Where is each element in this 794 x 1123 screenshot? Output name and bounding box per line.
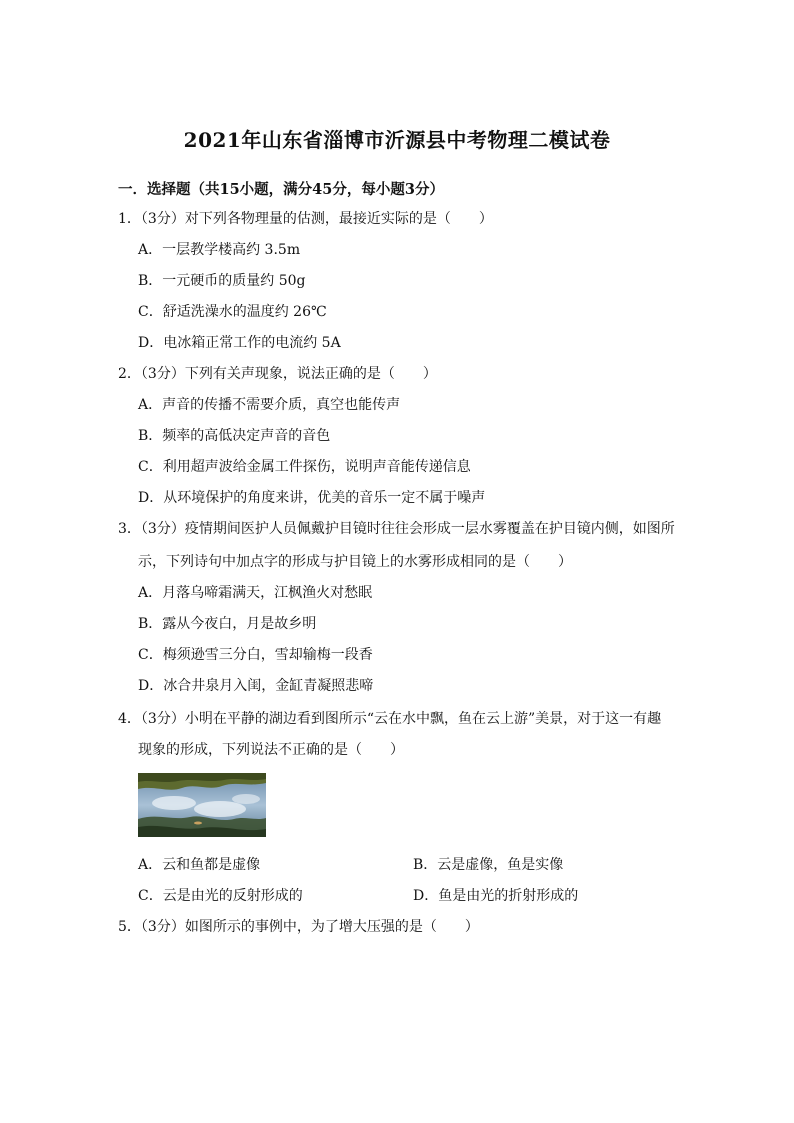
question-2-option-c: C．利用超声波给金属工件探伤，说明声音能传递信息 — [138, 459, 471, 475]
question-4-option-d: D．鱼是由光的折射形成的 — [413, 888, 579, 904]
question-2-option-b: B．频率的高低决定声音的音色 — [138, 428, 331, 444]
question-1-option-a: A．一层教学楼高约 3.5m — [138, 242, 301, 258]
question-2-stem: 2．（3分）下列有关声现象，说法正确的是（ ） — [118, 366, 437, 382]
section-heading: 一．选择题（共15小题，满分45分，每小题3分） — [118, 181, 444, 198]
question-3-option-c: C．梅须逊雪三分白，雪却输梅一段香 — [138, 647, 373, 663]
question-5-stem: 5．（3分）如图所示的事例中，为了增大压强的是（ ） — [118, 919, 479, 935]
question-1-stem: 1．（3分）对下列各物理量的估测，最接近实际的是（ ） — [118, 211, 493, 227]
question-3-stem-line-1: 3．（3分）疫情期间医护人员佩戴护目镜时往往会形成一层水雾覆盖在护目镜内侧，如图所 — [118, 521, 675, 537]
question-2-option-d: D．从环境保护的角度来讲，优美的音乐一定不属于噪声 — [138, 490, 486, 506]
question-3-option-b: B．露从今夜白，月是故乡明 — [138, 616, 317, 632]
exam-title: 2021年山东省淄博市沂源县中考物理二模试卷 — [183, 128, 611, 152]
question-4-option-c: C．云是由光的反射形成的 — [138, 888, 303, 904]
question-4-option-a: A．云和鱼都是虚像 — [138, 857, 261, 873]
question-1-option-d: D．电冰箱正常工作的电流约 5A — [138, 335, 341, 351]
question-1-option-c: C．舒适洗澡水的温度约 26℃ — [138, 304, 327, 320]
question-4-stem-line-1: 4．（3分）小明在平静的湖边看到图所示“云在水中飘，鱼在云上游”美景，对于这一有趣 — [118, 711, 662, 727]
question-3-option-d: D．冰合井泉月入闺，金缸青凝照悲啼 — [138, 678, 374, 694]
question-3-stem-line-2: 示，下列诗句中加点字的形成与护目镜上的水雾形成相同的是（ ） — [138, 554, 572, 570]
question-2-option-a: A．声音的传播不需要介质，真空也能传声 — [138, 397, 401, 413]
question-3-option-a: A．月落乌啼霜满天，江枫渔火对愁眠 — [138, 585, 373, 601]
question-4-stem-line-2: 现象的形成，下列说法不正确的是（ ） — [138, 742, 404, 758]
question-1-option-b: B．一元硬币的质量约 50g — [138, 273, 306, 289]
lake-reflection-photo — [138, 773, 266, 837]
question-4-option-b: B．云是虚像，鱼是实像 — [413, 857, 564, 873]
